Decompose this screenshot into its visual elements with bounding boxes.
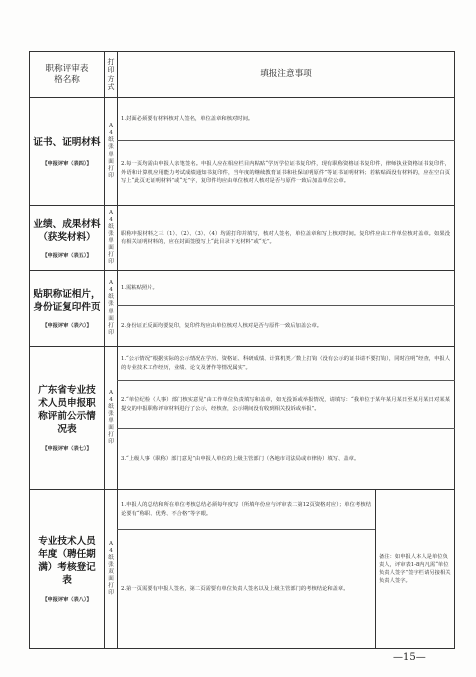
- form-name: 业绩、成果材料（获奖材料）: [33, 218, 101, 243]
- note-text: 2.第一页需要有申报人签名，第二页需要有单位负责人签名以及上级主管部门的考核结论和盖章。: [121, 585, 349, 592]
- row-publicity-print: [105, 347, 117, 489]
- header-form-name-text: 职称评审表格名称: [45, 63, 89, 85]
- row-appraisal-name: [30, 490, 104, 648]
- form-name: 贴职称证相片，身份证复印件页: [33, 289, 101, 313]
- print-mode: A4纸张双面打印: [108, 540, 114, 597]
- row-publicity-note-3: [118, 429, 454, 489]
- print-mode: A4纸张单面打印: [108, 280, 114, 336]
- row-publicity-note-2: [118, 381, 454, 428]
- row-publicity-note-1: [118, 347, 454, 380]
- header-notes: [118, 52, 454, 97]
- form-name: 专业技术人员年度（聘任期满）考核登记表: [38, 536, 96, 586]
- row-achievements-name: [30, 206, 104, 270]
- row-appraisal-note-1: [118, 490, 375, 529]
- form-name: 广东省专业技术人员申报职称评前公示情况表: [38, 385, 96, 435]
- note-text: 2.身份证正反面均要复印，复印件均应由单位核对人核对是否与原件一致后加盖公章。: [121, 322, 323, 329]
- note-text: 1.封面必须要有材料核对人签名，单位盖章和核对时间。: [121, 115, 254, 122]
- row-appraisal-remark: [376, 490, 454, 648]
- note-text: 1.申报人的总结和所在单位考核总结必须每年度写（所填年份应与评审表二第12页资格对应）；单位考核结论要有“称职、优秀、不合格”等字眼。: [121, 502, 371, 517]
- print-mode: A4纸张单面打印: [108, 389, 114, 446]
- header-form-name: [30, 52, 104, 97]
- note-text: 2.“单位纪检（人事）部门核实意见”由工作单位负责填写和盖章，如无投诉或举报情况，请填写：“我单位于某年某月某日至某月某日对某某提交的申报职称评审材料进行了公示，经核查，公示期间没有收到相关投诉或举报”。: [121, 397, 450, 412]
- header-print-mode-text: 打印方式: [107, 57, 115, 91]
- form-tag: 【申报评审（表四）】: [42, 161, 92, 167]
- row-certificates-note-1: [118, 98, 454, 140]
- form-name: 证书、证明材料: [33, 137, 101, 148]
- form-tag: 【申报评审（表七）】: [42, 446, 92, 452]
- form-tag: 【申报评审（表五）】: [42, 252, 92, 259]
- print-mode: A4纸张单面打印: [108, 123, 114, 179]
- row-photo-id-note-1: [118, 271, 454, 305]
- note-text: 职称申报材料之三（1）、（2）、（3）、（4）均需打印并填写，核对人签名，单位盖章和写上核对时间。复印件应由工作单位核对盖章。如果没有相关证明材料的，应在封面签殷写上“此目录下无材料”或“无”。: [121, 230, 450, 245]
- row-photo-id-note-2: [118, 306, 454, 346]
- note-text: 2.每一页均需由申报人亲笔签名。申报人应在相应栏目内粘贴“学历学位证书复印件，现有职称资格证书复印件，律师执业资格证书复印件，外语和计算机应用能力考试成绩通知书复印件，当年度的继续教育证书和社保证明原件”等证书证明材料；若粘贴面没有材料的，应在空白页写上“此页无证明材料”或“无”字，复印件均应由单位核对人核对是否与原件一致后加盖单位公章。: [121, 161, 450, 185]
- note-text: 3.“上级人事（职称）部门意见”由申报人单位的上级主管部门（各地市司法局或市律协）填写、盖章。: [121, 455, 360, 462]
- form-tag: 【申报评审（表六）】: [42, 323, 92, 329]
- print-mode: A4纸张单面打印: [108, 209, 114, 266]
- row-publicity-name: [30, 347, 104, 489]
- header-print-mode: [105, 52, 117, 97]
- page-number: —15—: [393, 652, 426, 663]
- row-appraisal-print: [105, 490, 117, 648]
- row-certificates-name: [30, 98, 104, 205]
- note-text: 1.“公示情况”根据实际的公示情况在学历、资格证、科研成绩、计算机类／数上打钩（没有公示的证书请不要打钩），同时注明“经查，申报人的专业技术工作经历，业绩、论文及著作等情况属实”。: [121, 356, 450, 371]
- row-achievements-note-1: [118, 206, 454, 270]
- row-achievements-print: [105, 206, 117, 270]
- row-certificates-note-2: [118, 141, 454, 205]
- row-appraisal-note-2: [118, 530, 375, 648]
- remark-text: 备注：如申报人本人是单位负责人，评审表1-8内凡需“单位负责人签字”签字栏请另接相关负责人签字。: [379, 554, 451, 584]
- form-tag: 【申报评审（表八）】: [42, 597, 92, 603]
- row-photo-id-name: [30, 271, 104, 346]
- row-certificates-print: [105, 98, 117, 205]
- header-notes-text: 填报注意事项: [260, 69, 312, 79]
- note-text: 1.需粘贴照片。: [121, 284, 158, 291]
- row-photo-id-print: [105, 271, 117, 346]
